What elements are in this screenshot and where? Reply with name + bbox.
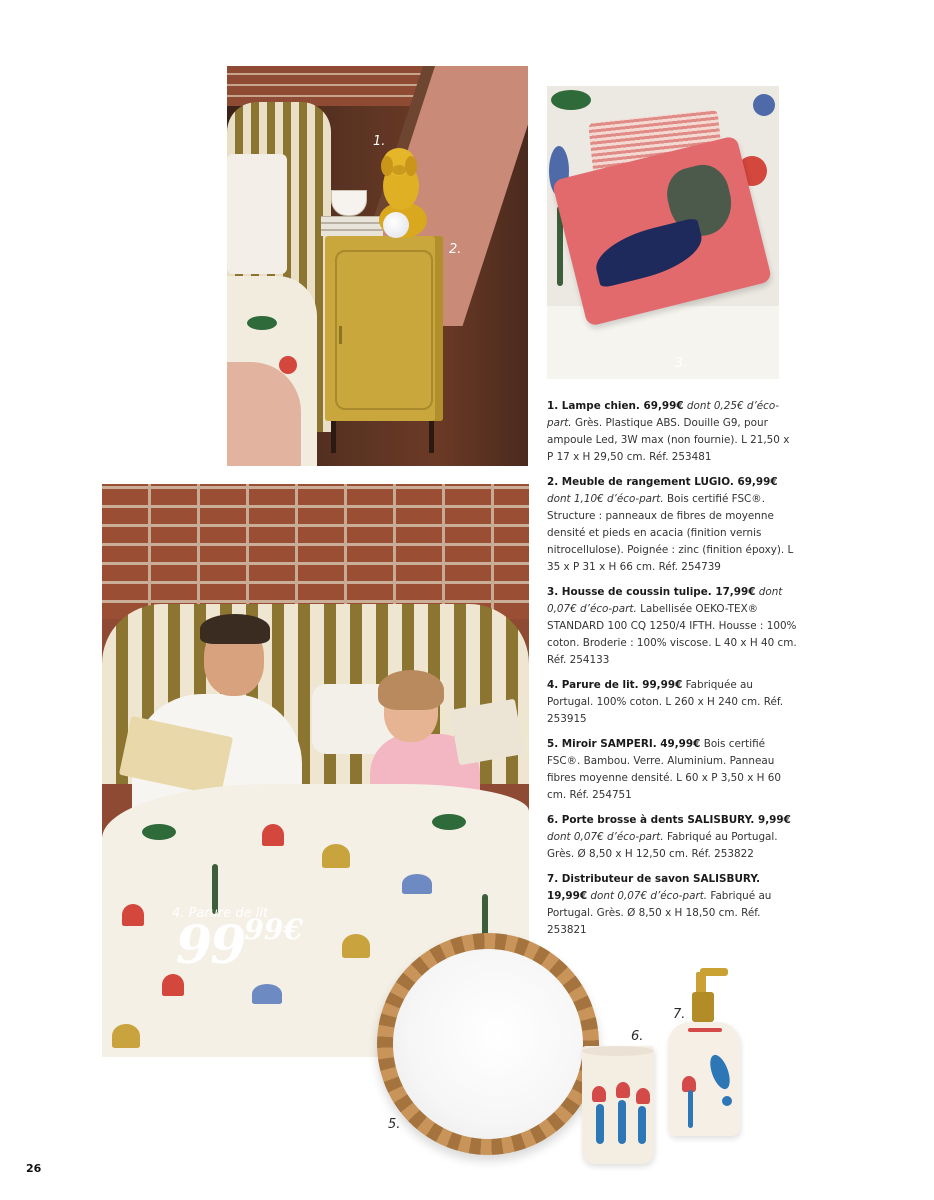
product-title: 6. Porte brosse à dents SALISBURY. 9,99€ [547, 814, 791, 826]
leaf-motif [618, 1100, 626, 1144]
product-details: Fabriqué au Portugal. Grès. Ø 8,50 x H 18,50 cm. [547, 890, 772, 919]
pump-stem [696, 972, 706, 994]
product-details: Labellisée OEKO-TEX® STANDARD 100 CQ 1250/4 IFTH. Housse : 100% coton. Broderie : 100% viscose. L 40 x H 40 cm. [547, 603, 797, 649]
product-dimensions: Réf. 254751 [569, 789, 632, 801]
cabinet-leg [331, 421, 336, 453]
item-number-7: 7. [673, 1007, 686, 1022]
duvet-motif [247, 316, 277, 330]
product-7 [547, 871, 797, 939]
leaf-motif [688, 1090, 693, 1128]
duvet-motif [112, 1024, 140, 1048]
leaf-embroidery [590, 217, 708, 288]
eco-part: dont 0,07€ d’éco-part. [547, 831, 664, 843]
pillow [227, 154, 287, 274]
photo-tulip-cushion [547, 86, 779, 379]
flower-motif [722, 1096, 732, 1106]
item-number-2: 2. [449, 242, 462, 257]
duvet-motif [322, 844, 350, 868]
product-dimensions: L 21,50 x P 17 x H 29,50 cm. Réf. 253481 [547, 434, 790, 463]
eco-part: dont 0,07€ d’éco-part. [590, 890, 708, 902]
brick-wall [102, 484, 529, 619]
duvet-motif [262, 824, 284, 846]
toothbrush-holder-salisbury [582, 1046, 654, 1164]
leaf-motif [706, 1052, 733, 1091]
product-descriptions [547, 398, 797, 947]
product-title: 7. Distributeur de savon SALISBURY. 19,99€ [547, 873, 761, 902]
item-number-1: 1. [373, 134, 386, 149]
product-dimensions: Réf. 253915 [547, 696, 784, 725]
duvet-motif [432, 814, 466, 830]
product-dimensions: Réf. 253821 [547, 907, 761, 936]
price-cents: 99€ [244, 913, 303, 946]
duvet-motif [402, 874, 432, 894]
price-integer: 99 [176, 915, 245, 976]
product-dimensions: L 35 x P 31 x H 66 cm. Réf. 254739 [547, 544, 794, 573]
product-1 [547, 398, 797, 466]
product-title: 3. Housse de coussin tulipe. 17,99€ [547, 586, 756, 598]
bedding-motif [551, 90, 591, 110]
cabinet-handle [339, 326, 342, 344]
product-4 [547, 677, 797, 728]
product-title: 4. Parure de lit. 99,99€ [547, 679, 683, 691]
duvet-motif [162, 974, 184, 996]
product-details: Bois certifié FSC®. Structure : panneaux de fibres de moyenne densité et pieds en acacia (finition vernis nitrocellulose). Poignée : zinc (finition époxy). [547, 493, 785, 556]
man-hair [200, 614, 270, 644]
product-details: Fabriquée au Portugal. 100% coton. L 260 x H 240 cm. [547, 679, 761, 708]
cup-rim [582, 1046, 654, 1056]
product-details: Fabriqué au Portugal. Grès. Ø 8,50 x H 12,50 cm. [547, 831, 778, 860]
product-title: 2. Meuble de rangement LUGIO. 69,99€ [547, 476, 778, 488]
item-number-6: 6. [631, 1029, 644, 1044]
product-5 [547, 736, 797, 804]
product-3 [547, 584, 797, 669]
flower-motif [616, 1082, 630, 1098]
leaf-motif [638, 1106, 646, 1144]
tea-cup [331, 190, 367, 216]
eco-part: dont 1,10€ d’éco-part. [547, 493, 664, 505]
globe-bulb [383, 212, 409, 238]
price-tag-label: 4. Parure de lit [172, 906, 269, 921]
duvet-motif [342, 934, 370, 958]
dispenser-body [668, 1022, 740, 1136]
item-number-3: 3. [675, 356, 688, 371]
product-dimensions: Réf. 253822 [691, 848, 754, 860]
eco-part: dont 0,07€ d’éco-part. [547, 586, 783, 615]
duvet-motif [279, 356, 297, 374]
product-title: 5. Miroir SAMPERI. 49,99€ [547, 738, 701, 750]
photo-bedside-table [227, 66, 528, 466]
page-number: 26 [26, 1162, 42, 1175]
flower-motif [636, 1088, 650, 1104]
duvet-motif [142, 824, 176, 840]
book [450, 699, 525, 766]
product-2 [547, 474, 797, 576]
product-dimensions: Réf. 254133 [547, 654, 610, 666]
mirror-glass [393, 949, 583, 1139]
product-details: Grès. Plastique ABS. Douille G9, pour ampoule Led, 3W max (non fournie). [547, 417, 768, 446]
duvet-motif [252, 984, 282, 1004]
bedding-motif [753, 94, 775, 116]
product-details: Bois certifié FSC®. Bambou. Verre. Aluminium. Panneau fibres moyenne densité. L 60 x P 3,50 x H 60 cm. [547, 738, 781, 801]
item-number-5: 5. [388, 1117, 401, 1132]
rim-line [688, 1028, 722, 1032]
round-bamboo-mirror [377, 933, 599, 1155]
eco-part: dont 0,25€ d’éco-part. [547, 400, 779, 429]
pump-collar [692, 992, 714, 1022]
leaf-motif [596, 1104, 604, 1144]
storage-cabinet-lugio [325, 236, 443, 421]
cabinet-leg [429, 421, 434, 453]
soap-dispenser-salisbury [666, 968, 742, 1138]
product-title: 1. Lampe chien. 69,99€ [547, 400, 684, 412]
woman-hair [378, 670, 444, 710]
white-sheet [547, 306, 779, 379]
product-6 [547, 812, 797, 863]
cabinet-door [335, 250, 433, 410]
flower-motif [592, 1086, 606, 1102]
tulip-cushion [552, 135, 773, 327]
duvet-motif [122, 904, 144, 926]
